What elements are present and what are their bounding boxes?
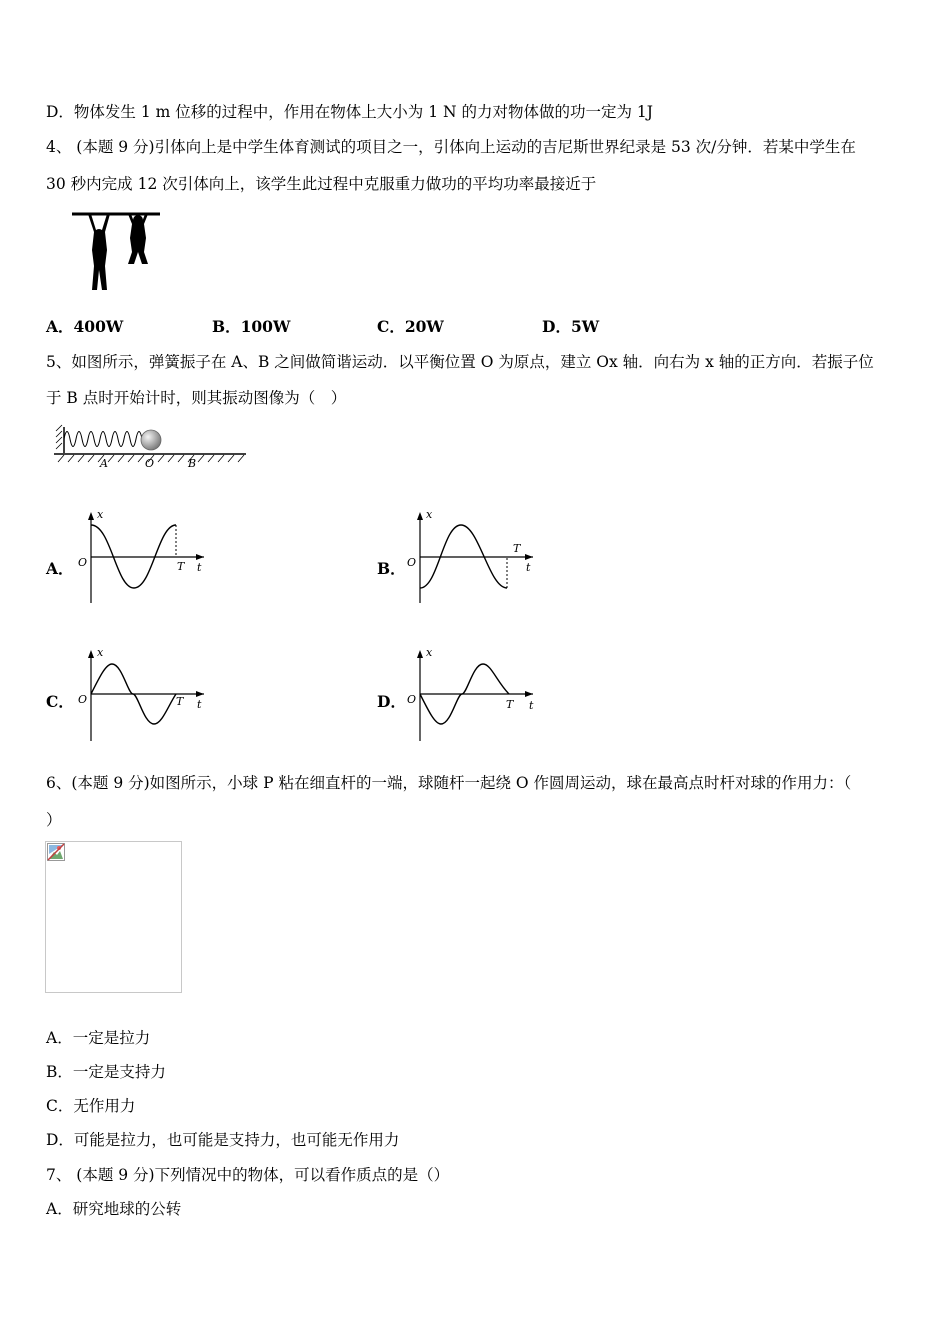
graph-a-t-label: t [197,561,202,574]
missing-image-placeholder [45,841,182,993]
q4-option-c: C．20W [377,317,444,336]
spring-oscillator-figure [50,423,250,473]
graph-a-origin: O [78,556,88,569]
graph-b-x-label: x [426,508,433,521]
q7-option-a: A．研究地球的公转 [46,1200,182,1218]
graph-c-t-label: t [197,698,202,711]
q3-option-d: D．物体发生 1 m 位移的过程中，作用在物体上大小为 1 N 的力对物体做的功一定为 1J [46,103,653,121]
q6-option-b: B．一定是支持力 [46,1063,166,1081]
graph-label-c: C． [46,692,74,711]
q4-option-a: A．400W [46,317,124,336]
graph-a [76,508,211,605]
q6-option-c: C．无作用力 [46,1097,136,1115]
graph-b-period: T [513,542,521,555]
graph-label-a: A． [46,559,74,578]
graph-b-origin: O [407,556,417,569]
graph-c-origin: O [78,693,88,706]
q6-option-a: A．一定是拉力 [46,1029,151,1047]
q4-option-d: D．5W [542,317,600,336]
graph-a-x-label: x [97,508,104,521]
graph-d [405,646,540,743]
pullup-figure [70,210,165,295]
q4-option-b: B．100W [212,317,291,336]
spring-label-o: O [145,457,155,470]
graph-c [76,646,211,743]
spring-label-b: B [188,457,197,470]
q6-stem-line2: ） [46,811,62,829]
graph-d-t-label: t [529,699,534,712]
q7-stem: 7、 (本题 9 分)下列情况中的物体，可以看作质点的是（） [46,1166,450,1184]
graph-a-period: T [177,560,185,573]
graph-d-x-label: x [426,646,433,659]
q5-stem-line1: 5、如图所示，弹簧振子在 A、B 之间做简谐运动．以平衡位置 O 为原点，建立 Ox 轴．向右为 x 轴的正方向．若振子位 [46,353,874,371]
graph-c-x-label: x [97,646,104,659]
graph-b-t-label: t [526,561,531,574]
graph-d-origin: O [407,693,417,706]
graph-d-period: T [506,698,514,711]
spring-label-a: A [100,457,108,470]
graph-label-b: B． [377,559,406,578]
q4-stem-line1: 4、 (本题 9 分)引体向上是中学生体育测试的项目之一，引体向上运动的吉尼斯世界纪录是 53 次/分钟．若某中学生在 [46,138,856,156]
graph-label-d: D． [377,692,406,711]
q4-stem-line2: 30 秒内完成 12 次引体向上，该学生此过程中克服重力做功的平均功率最接近于 [46,175,597,193]
q6-stem-line1: 6、(本题 9 分)如图所示，小球 P 粘在细直杆的一端，球随杆一起绕 O 作圆周运动，球在最高点时杆对球的作用力：（ [46,774,852,792]
broken-image-icon [47,843,65,861]
graph-c-period: T [176,695,184,708]
graph-b [405,508,540,605]
q6-option-d: D．可能是拉力，也可能是支持力，也可能无作用力 [46,1131,400,1149]
q5-stem-line2: 于 B 点时开始计时，则其振动图像为（ ） [46,389,347,407]
